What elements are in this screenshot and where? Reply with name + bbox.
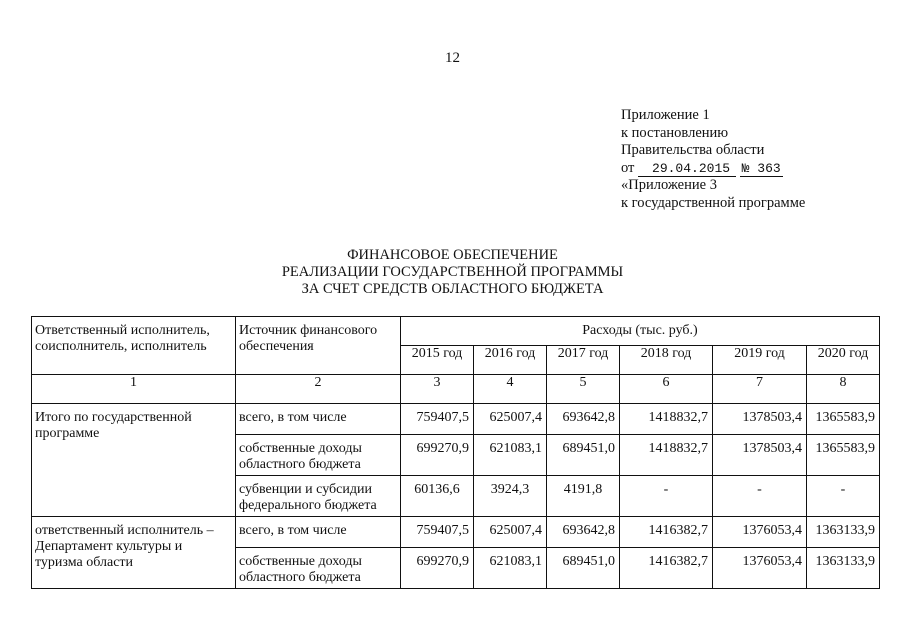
- table-row: [32, 517, 880, 548]
- value-cell: 1376053,4: [713, 548, 807, 589]
- appendix-line-5: «Приложение 3: [621, 177, 717, 193]
- index-cell: 7: [713, 375, 807, 404]
- value-cell: 1363133,9: [807, 548, 880, 589]
- executor-cell: ответственный исполнитель – Департамент культуры и туризма области: [32, 517, 236, 589]
- index-row: [32, 375, 880, 404]
- source-cell: собственные доходы областного бюджета: [236, 548, 401, 589]
- header-source: Источник финансового обеспечения: [236, 317, 401, 375]
- value-cell: 621083,1: [474, 435, 547, 476]
- header-year: 2018 год: [620, 346, 713, 375]
- value-cell: 693642,8: [547, 517, 620, 548]
- value-cell: 625007,4: [474, 517, 547, 548]
- header-year: 2015 год: [401, 346, 474, 375]
- appendix-line-3: Правительства области: [621, 142, 765, 158]
- value-cell: 4191,8: [547, 476, 620, 517]
- appendix-line-2: к постановлению: [621, 124, 729, 141]
- header-row: [32, 317, 880, 346]
- title-line-3: ЗА СЧЕТ СРЕДСТВ ОБЛАСТНОГО БЮДЖЕТА: [301, 281, 604, 297]
- value-cell: 1416382,7: [620, 517, 713, 548]
- index-cell: 4: [474, 375, 547, 404]
- source-cell: субвенции и субсидии федерального бюджета: [236, 476, 401, 517]
- index-cell: 3: [401, 375, 474, 404]
- source-cell: собственные доходы областного бюджета: [236, 435, 401, 476]
- value-cell: -: [713, 476, 807, 517]
- value-cell: 1365583,9: [807, 435, 880, 476]
- index-cell: 1: [32, 375, 236, 404]
- value-cell: 1378503,4: [713, 435, 807, 476]
- index-cell: 6: [620, 375, 713, 404]
- index-cell: 5: [547, 375, 620, 404]
- value-cell: -: [807, 476, 880, 517]
- number-sign: №: [741, 160, 750, 176]
- resolution-date: 29.04.2015: [638, 161, 736, 177]
- value-cell: 1365583,9: [807, 404, 880, 435]
- appendix-date-line: [621, 160, 805, 178]
- value-cell: 1376053,4: [713, 517, 807, 548]
- value-cell: 759407,5: [401, 517, 474, 548]
- page-number: 12: [445, 50, 460, 66]
- index-cell: 8: [807, 375, 880, 404]
- header-year: 2019 год: [713, 346, 807, 375]
- title-line-2: РЕАЛИЗАЦИИ ГОСУДАРСТВЕННОЙ ПРОГРАММЫ: [281, 264, 624, 280]
- source-cell: всего, в том числе: [236, 404, 401, 435]
- appendix-line-1: Приложение 1: [621, 107, 710, 123]
- from-label: от: [621, 159, 635, 176]
- value-cell: -: [620, 476, 713, 517]
- value-cell: 1418832,7: [620, 435, 713, 476]
- value-cell: 689451,0: [547, 548, 620, 589]
- title-line-1: ФИНАНСОВОЕ ОБЕСПЕЧЕНИЕ: [347, 247, 558, 263]
- value-cell: 759407,5: [401, 404, 474, 435]
- value-cell: 693642,8: [547, 404, 620, 435]
- value-cell: 689451,0: [547, 435, 620, 476]
- header-year: 2020 год: [807, 346, 880, 375]
- appendix-line-6: к государственной программе: [621, 194, 806, 211]
- table-row: [32, 404, 880, 435]
- document-title: [0, 247, 905, 298]
- header-year: 2017 год: [547, 346, 620, 375]
- value-cell: 621083,1: [474, 548, 547, 589]
- executor-cell: Итого по государственной программе: [32, 404, 236, 517]
- value-cell: 1363133,9: [807, 517, 880, 548]
- value-cell: 625007,4: [474, 404, 547, 435]
- value-cell: 1416382,7: [620, 548, 713, 589]
- header-year: 2016 год: [474, 346, 547, 375]
- value-cell: 1418832,7: [620, 404, 713, 435]
- appendix-block: [621, 107, 805, 212]
- resolution-number: 363: [757, 160, 781, 176]
- value-cell: 60136,6: [401, 476, 474, 517]
- value-cell: 3924,3: [474, 476, 547, 517]
- index-cell: 2: [236, 375, 401, 404]
- value-cell: 699270,9: [401, 548, 474, 589]
- header-executor: Ответственный исполнитель, соисполнитель, исполнитель: [32, 317, 236, 375]
- finance-table: [31, 316, 880, 589]
- header-expenses: Расходы (тыс. руб.): [401, 317, 880, 346]
- source-cell: всего, в том числе: [236, 517, 401, 548]
- value-cell: 699270,9: [401, 435, 474, 476]
- value-cell: 1378503,4: [713, 404, 807, 435]
